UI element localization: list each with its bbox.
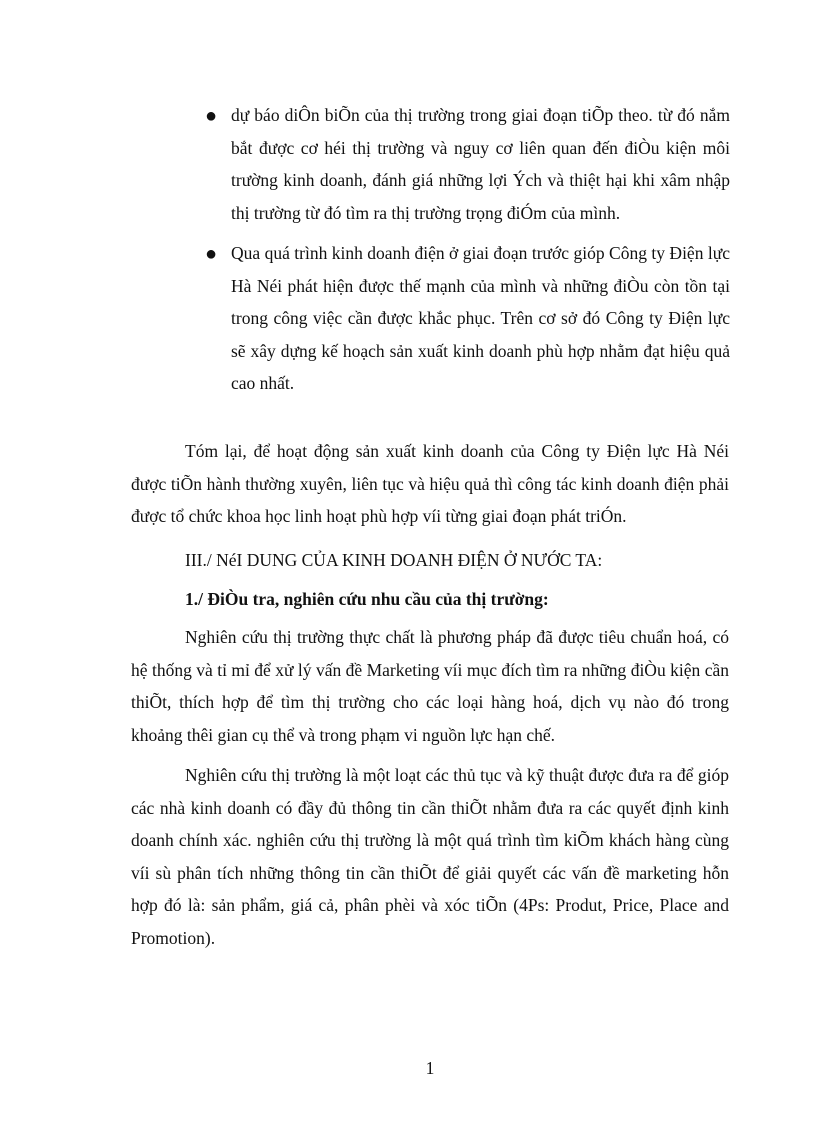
bullet-item-forecast: [203, 99, 730, 229]
conclusion-paragraph: Tóm lại, để hoạt động sản xuất kinh doanh của Công ty Điện lực Hà Néi được tiÕn hành thường xuyên, liên tục và hiệu quả thì công tác kinh doanh điện phải được tổ chức khoa học linh hoạt phù hợp víi từng giai đoạn phát triÓn.: [131, 441, 729, 526]
page-number: 1: [425, 1058, 435, 1078]
section-heading: III./ NéI DUNG CỦA KINH DOANH ĐIỆN Ở NƯỚC TA:: [185, 550, 603, 570]
bullet-text: Qua quá trình kinh doanh điện ở giai đoạn trước gióp Công ty Điện lực Hà Néi phát hiện được thế mạnh của mình và những điÒu còn tồn tại trong công việc cần được khắc phục. Trên cơ sở đó Công ty Điện lực sẽ xây dựng kế hoạch sản xuất kinh doanh phù hợp nhằm đạt hiệu quả cao nhất.: [231, 243, 730, 393]
bullet-item-experience: [203, 237, 730, 400]
research-paragraph-2: Nghiên cứu thị trường là một loạt các thủ tục và kỹ thuật được đưa ra để gióp các nhà kinh doanh có đầy đủ thông tin cần thiÕt nhằm đưa ra các quyết định kinh doanh chính xác. nghiên cứu thị trường là một quá trình tìm kiÕm khách hàng cùng víi sù phân tích những thông tin cần thiÕt để giải quyết các vấn đề marketing hỗn hợp đó là: sản phẩm, giá cả, phân phèi và xóc tiÕn (4Ps: Produt, Price, Place and Promotion).: [131, 765, 729, 948]
bullet-text: dự báo diÔn biÕn của thị trường trong giai đoạn tiÕp theo. từ đó nắm bắt được cơ héi thị trường và nguy cơ liên quan đến điÒu kiện môi trường kinh doanh, đánh giá những lợi Ých và thiệt hại khi xâm nhập thị trường từ đó tìm ra thị trường trọng điÓm của mình.: [231, 105, 730, 223]
bullet-marker: ●: [205, 105, 218, 127]
bullet-list: [203, 99, 730, 408]
bullet-marker: ●: [205, 243, 218, 265]
research-paragraph-1: Nghiên cứu thị trường thực chất là phương pháp đã được tiêu chuẩn hoá, có hệ thống và tỉ mỉ để xử lý vấn đề Marketing víi mục đích tìm ra những điÒu kiện cần thiÕt, thích hợp để tìm thị trường cho các loại hàng hoá, dịch vụ nào đó trong khoảng thêi gian cụ thể và trong phạm vi nguồn lực hạn chế.: [131, 627, 729, 745]
subsection-heading: 1./ ĐiÒu tra, nghiên cứu nhu cầu của thị trường:: [185, 589, 549, 609]
